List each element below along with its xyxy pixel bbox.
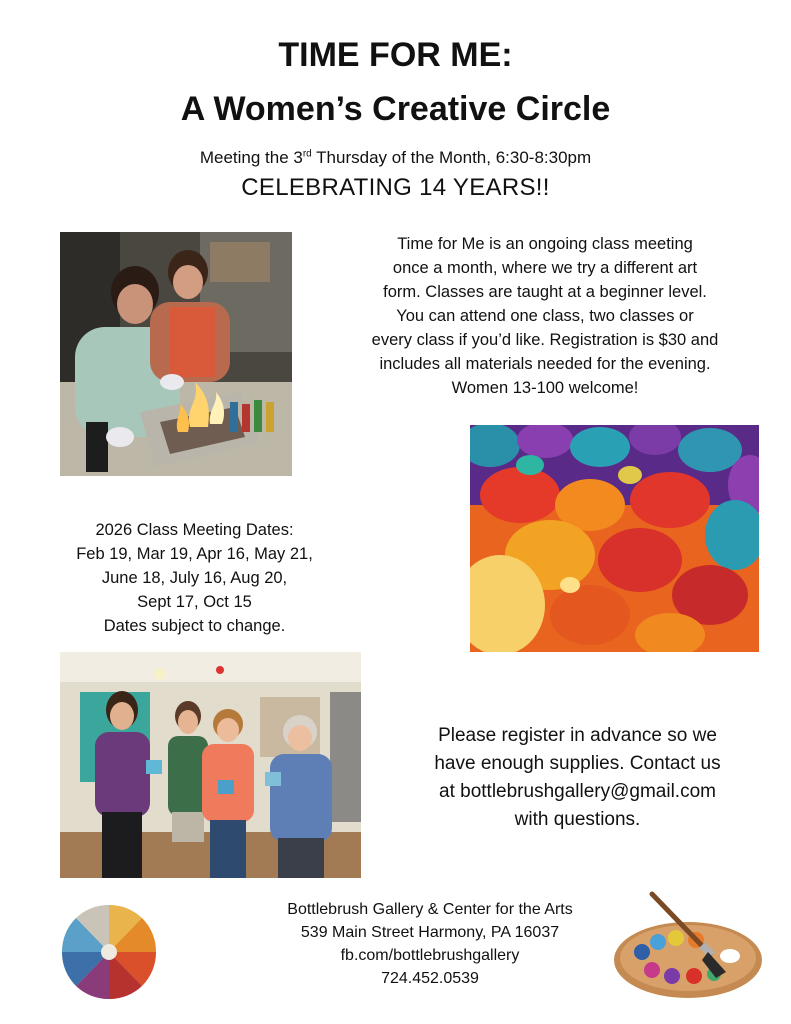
color-wheel-illustration [60, 903, 158, 1001]
class-meeting-dates [42, 518, 347, 638]
dates-line: June 18, July 16, Aug 20, [101, 569, 288, 587]
alcohol-ink-artwork-graphic [470, 425, 759, 652]
celebrating-banner: CELEBRATING 14 YEARS!! [241, 174, 550, 201]
dates-note: Dates subject to change. [103, 617, 286, 635]
registration-info [395, 722, 760, 834]
meeting-ordinal: rd [302, 148, 312, 160]
register-email-line[interactable]: at bottlebrushgallery@gmail.com [439, 781, 716, 802]
dates-heading: 2026 Class Meeting Dates: [95, 521, 294, 539]
gallery-contact-footer [230, 898, 630, 990]
meeting-prefix: Meeting the 3 [199, 148, 303, 167]
gallery-name: Bottlebrush Gallery & Center for the Arts [287, 901, 573, 918]
paint-palette-graphic [612, 890, 764, 1000]
dates-line: Feb 19, Mar 19, Apr 16, May 21, [76, 545, 313, 563]
class-photo-fire-graphic [60, 232, 292, 476]
description-line: includes all materials needed for the evening. [379, 355, 711, 373]
group-photo-graphic [60, 652, 361, 878]
page-title-line-2: A Women’s Creative Circle [180, 90, 611, 128]
class-description [325, 232, 765, 400]
register-line: have enough supplies. Contact us [434, 753, 721, 774]
gallery-phone: 724.452.0539 [381, 970, 479, 987]
group-photo [60, 652, 361, 878]
register-line: with questions. [514, 809, 641, 830]
gallery-address: 539 Main Street Harmony, PA 16037 [300, 924, 560, 941]
register-line: Please register in advance so we [438, 725, 717, 746]
description-line: You can attend one class, two classes or [396, 307, 694, 325]
description-line: every class if you’d like. Registration is $30 and [371, 331, 719, 349]
description-line: Time for Me is an ongoing class meeting [397, 235, 693, 253]
class-photo-fire [60, 232, 292, 476]
color-wheel-graphic [60, 903, 158, 1001]
description-line: once a month, where we try a different art [392, 259, 698, 277]
alcohol-ink-artwork [470, 425, 759, 652]
dates-line: Sept 17, Oct 15 [137, 593, 252, 611]
description-line: form. Classes are taught at a beginner level. [383, 283, 707, 301]
gallery-facebook-link[interactable]: fb.com/bottlebrushgallery [340, 947, 520, 964]
meeting-suffix: Thursday of the Month, 6:30-8:30pm [311, 148, 592, 167]
description-line: Women 13-100 welcome! [451, 379, 639, 397]
paint-palette-illustration [612, 890, 764, 1000]
meeting-schedule [0, 148, 791, 168]
page-title-line-1: TIME FOR ME: [278, 36, 513, 74]
